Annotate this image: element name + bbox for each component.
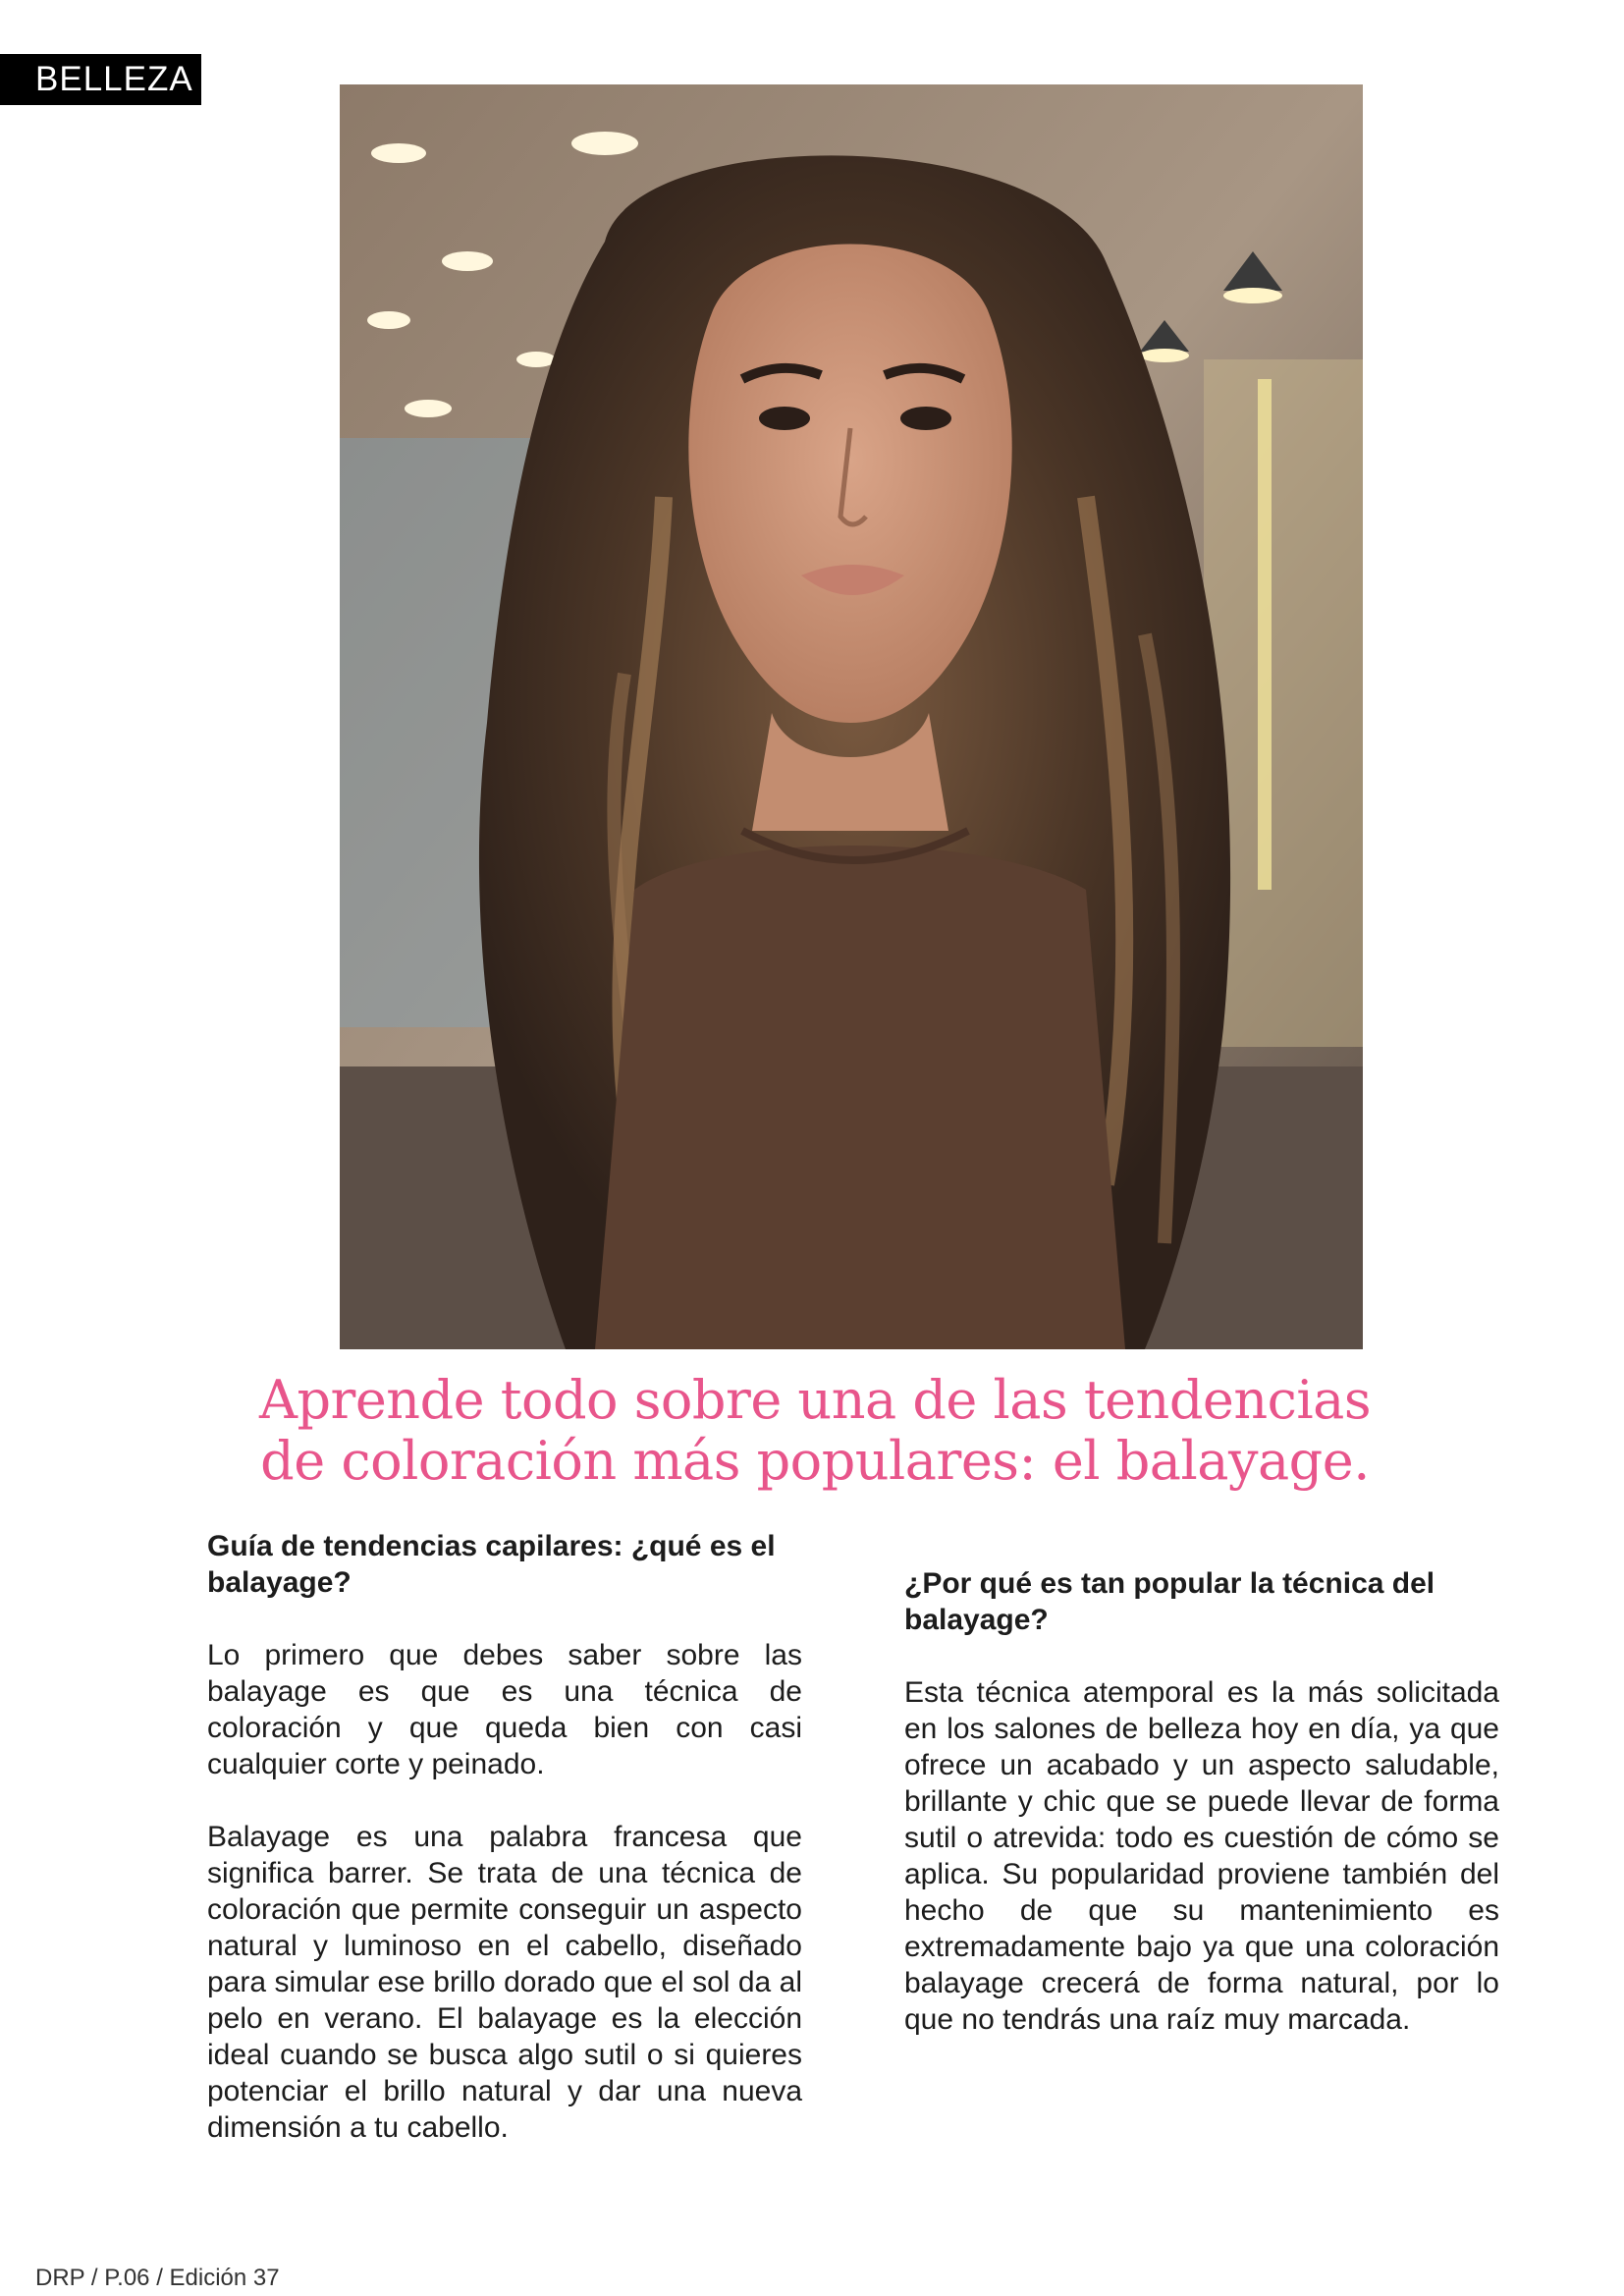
- portrait-photo: [340, 84, 1363, 1349]
- left-paragraph-1: Lo primero que debes saber sobre las balayage es que es una técnica de coloración y que queda bien con casi cualquier corte y peinado.: [207, 1639, 802, 1780]
- left-paragraph-2: Balayage es una palabra francesa que significa barrer. Se trata de una técnica de coloración que permite conseguir un aspecto natural y luminoso en el cabello, diseñado para simular ese brillo dorado que el sol da al pelo en verano. El balayage es la elección ideal cuando se busca algo sutil o si quieres potenciar el brillo natural y dar una nueva dimensión a tu cabello.: [207, 1821, 802, 2144]
- portrait-illustration: [340, 84, 1363, 1349]
- headline: [216, 1370, 1414, 1492]
- section-tag: BELLEZA: [0, 54, 201, 105]
- right-column-heading: ¿Por qué es tan popular la técnica del balayage?: [904, 1567, 1435, 1636]
- left-column-heading: Guía de tendencias capilares: ¿qué es el balayage?: [207, 1530, 776, 1599]
- headline-line-2: de coloración más populares: el balayage.: [260, 1430, 1370, 1492]
- left-column: [207, 1528, 802, 2182]
- headline-line-1: Aprende todo sobre una de las tendencias: [258, 1369, 1372, 1431]
- page-footer: DRP / P.06 / Edición 37: [35, 2265, 280, 2291]
- right-column: [904, 1565, 1499, 2074]
- right-paragraph-1: Esta técnica atemporal es la más solicitada en los salones de belleza hoy en día, ya que ofrece un acabado y un aspecto saludable, brillante y chic que se puede llevar de forma sutil o atrevida: todo es cuestión de cómo se aplica. Su popularidad proviene también del hecho de que su mantenimiento es extremadamente bajo ya que una coloración balayage crecerá de forma natural, por lo que no tendrás una raíz muy marcada.: [904, 1676, 1499, 2036]
